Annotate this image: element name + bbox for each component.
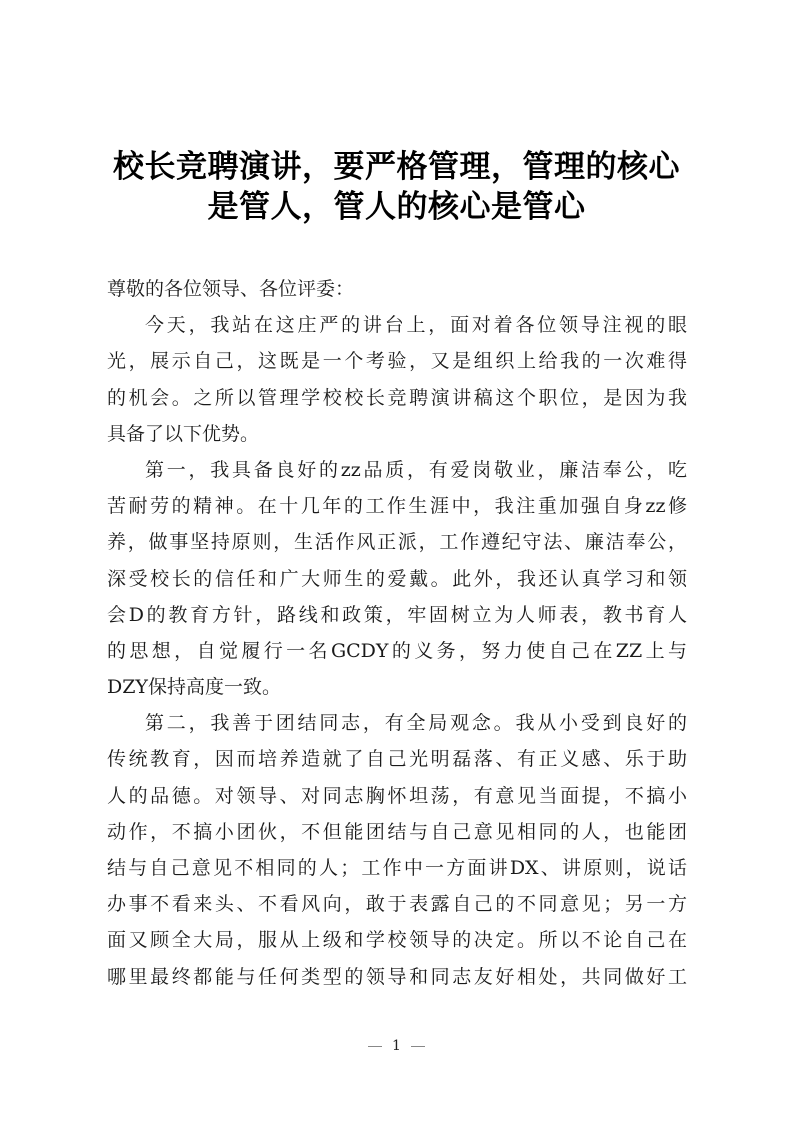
page-footer	[0, 1038, 793, 1054]
paragraph-line: 人的品德。对领导、对同志胸怀坦荡，有意见当面提，不搞小	[107, 784, 687, 807]
paragraph-line: 的机会。之所以管理学校校长竞聘演讲稿这个职位，是因为我	[107, 386, 687, 409]
document-title	[80, 147, 713, 227]
paragraph-line: 养，做事坚持原则，生活作风正派，工作遵纪守法、廉洁奉公，	[107, 531, 687, 554]
paragraph-line: 会D的教育方针，路线和政策，牢固树立为人师表，教书育人	[107, 603, 687, 626]
paragraph-line: 哪里最终都能与任何类型的领导和同志友好相处，共同做好工	[107, 965, 687, 988]
paragraph-line: 今天，我站在这庄严的讲台上，面对着各位领导注视的眼	[145, 314, 687, 337]
page-number: 1	[392, 1038, 401, 1054]
paragraph-line: 传统教育，因而培养造就了自己光明磊落、有正义感、乐于助	[107, 748, 687, 771]
paragraph-intro	[107, 307, 687, 452]
paragraph-line: 苦耐劳的精神。在十几年的工作生涯中，我注重加强自身zz修	[107, 495, 687, 518]
paragraph-line: 办事不看来头、不看风向，敢于表露自己的不同意见；另一方	[107, 893, 687, 916]
paragraph-line: 深受校长的信任和广大师生的爱戴。此外，我还认真学习和领	[107, 567, 687, 590]
paragraph-line: 动作，不搞小团伙，不但能团结与自己意见相同的人，也能团	[107, 820, 687, 843]
footer-dash-right	[411, 1046, 425, 1047]
paragraph-second-advantage	[107, 705, 687, 995]
paragraph-line: 具备了以下优势。	[107, 422, 260, 445]
paragraph-line: 光，展示自己，这既是一个考验，又是组织上给我的一次难得	[107, 350, 687, 373]
paragraph-line: 的思想，自觉履行一名GCDY的义务，努力使自己在ZZ上与	[107, 639, 687, 662]
document-body	[107, 271, 687, 995]
paragraph-line: 结与自己意见不相同的人；工作中一方面讲DX、讲原则，说话	[107, 857, 687, 879]
paragraph-line: 面又顾全大局，服从上级和学校领导的决定。所以不论自己在	[107, 929, 687, 952]
title-line-2: 是管人，管人的核心是管心	[207, 189, 586, 225]
paragraph-line: 第一，我具备良好的zz品质，有爱岗敬业，廉洁奉公，吃	[145, 458, 687, 481]
paragraph-line: 第二，我善于团结同志，有全局观念。我从小受到良好的	[145, 712, 687, 735]
title-line-1: 校长竞聘演讲，要严格管理，管理的核心	[113, 149, 680, 185]
paragraph-first-advantage	[107, 452, 687, 705]
footer-dash-left	[368, 1046, 382, 1047]
salutation: 尊敬的各位领导、各位评委：	[107, 278, 355, 300]
paragraph-line: DZY保持高度一致。	[107, 676, 281, 699]
